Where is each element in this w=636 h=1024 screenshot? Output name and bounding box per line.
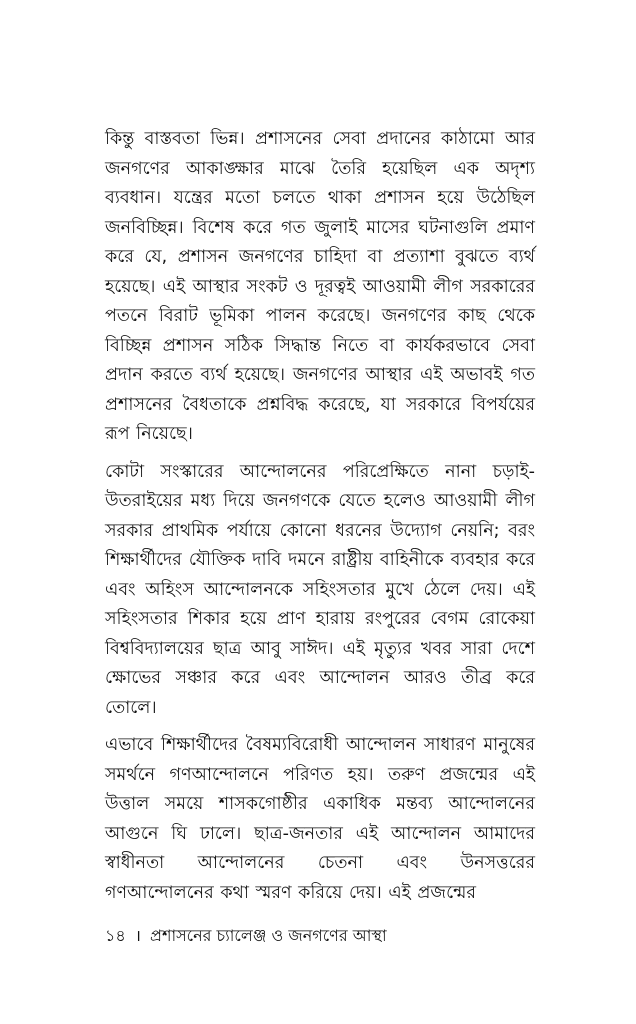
- running-title: প্রশাসনের চ্যালেঞ্জ ও জনগণের আস্থা: [150, 926, 387, 945]
- body-text: [105, 125, 535, 916]
- page-footer: [105, 924, 535, 948]
- paragraph-3: এভাবে শিক্ষার্থীদের বৈষম্যবিরোধী আন্দোলন সাধারণ মানুষের সমর্থনে গণআন্দোলনে পরিণত হয়। তরুণ প্রজন্মের এই উত্তাল সময়ে শাসকগোষ্ঠীর একাধিক মন্তব্য আন্দোলনের আগুনে ঘি ঢালে। ছাত্র-জনতার এই আন্দোলন আমাদের স্বাধীনতা আন্দোলনের চেতনা এবং উনসত্তরের গণআন্দোলনের কথা স্মরণ করিয়ে দেয়। এই প্রজন্মের: [105, 735, 535, 903]
- page-number: ১৪: [105, 926, 126, 945]
- paragraph-2: কোটা সংস্কারের আন্দোলনের পরিপ্রেক্ষিতে নানা চড়াই-উতরাইয়ের মধ্য দিয়ে জনগণকে যেতে হলেও আওয়ামী লীগ সরকার প্রাথমিক পর্যায়ে কোনো ধরনের উদ্যোগ নেয়নি; বরং শিক্ষার্থীদের যৌক্তিক দাবি দমনে রাষ্ট্রীয় বাহিনীকে ব্যবহার করে এবং অহিংস আন্দোলনকে সহিংসতার মুখে ঠেলে দেয়। এই সহিংসতার শিকার হয়ে প্রাণ হারায় রংপুরের বেগম রোকেয়া বিশ্ববিদ্যালয়ের ছাত্র আবু সাঈদ। এই মৃত্যুর খবর সারা দেশে ক্ষোভের সঞ্চার করে এবং আন্দোলন আরও তীব্র করে তোলে।: [105, 461, 535, 718]
- footer-separator: ।: [134, 926, 141, 945]
- paragraph-1: কিন্তু বাস্তবতা ভিন্ন। প্রশাসনের সেবা প্রদানের কাঠামো আর জনগণের আকাঙ্ক্ষার মাঝে তৈরি হয়েছিল এক অদৃশ্য ব্যবধান। যন্ত্রের মতো চলতে থাকা প্রশাসন হয়ে উঠেছিল জনবিচ্ছিন্ন। বিশেষ করে গত জুলাই মাসের ঘটনাগুলি প্রমাণ করে যে, প্রশাসন জনগণের চাহিদা বা প্রত্যাশা বুঝতে ব্যর্থ হয়েছে। এই আস্থার সংকট ও দূরত্বই আওয়ামী লীগ সরকারের পতনে বিরাট ভূমিকা পালন করেছে। জনগণের কাছ থেকে বিচ্ছিন্ন প্রশাসন সঠিক সিদ্ধান্ত নিতে বা কার্যকরভাবে সেবা প্রদান করতে ব্যর্থ হয়েছে। জনগণের আস্থার এই অভাবই গত প্রশাসনের বৈধতাকে প্রশ্নবিদ্ধ করেছে, যা সরকারে বিপর্যয়ের রূপ নিয়েছে।: [105, 129, 535, 444]
